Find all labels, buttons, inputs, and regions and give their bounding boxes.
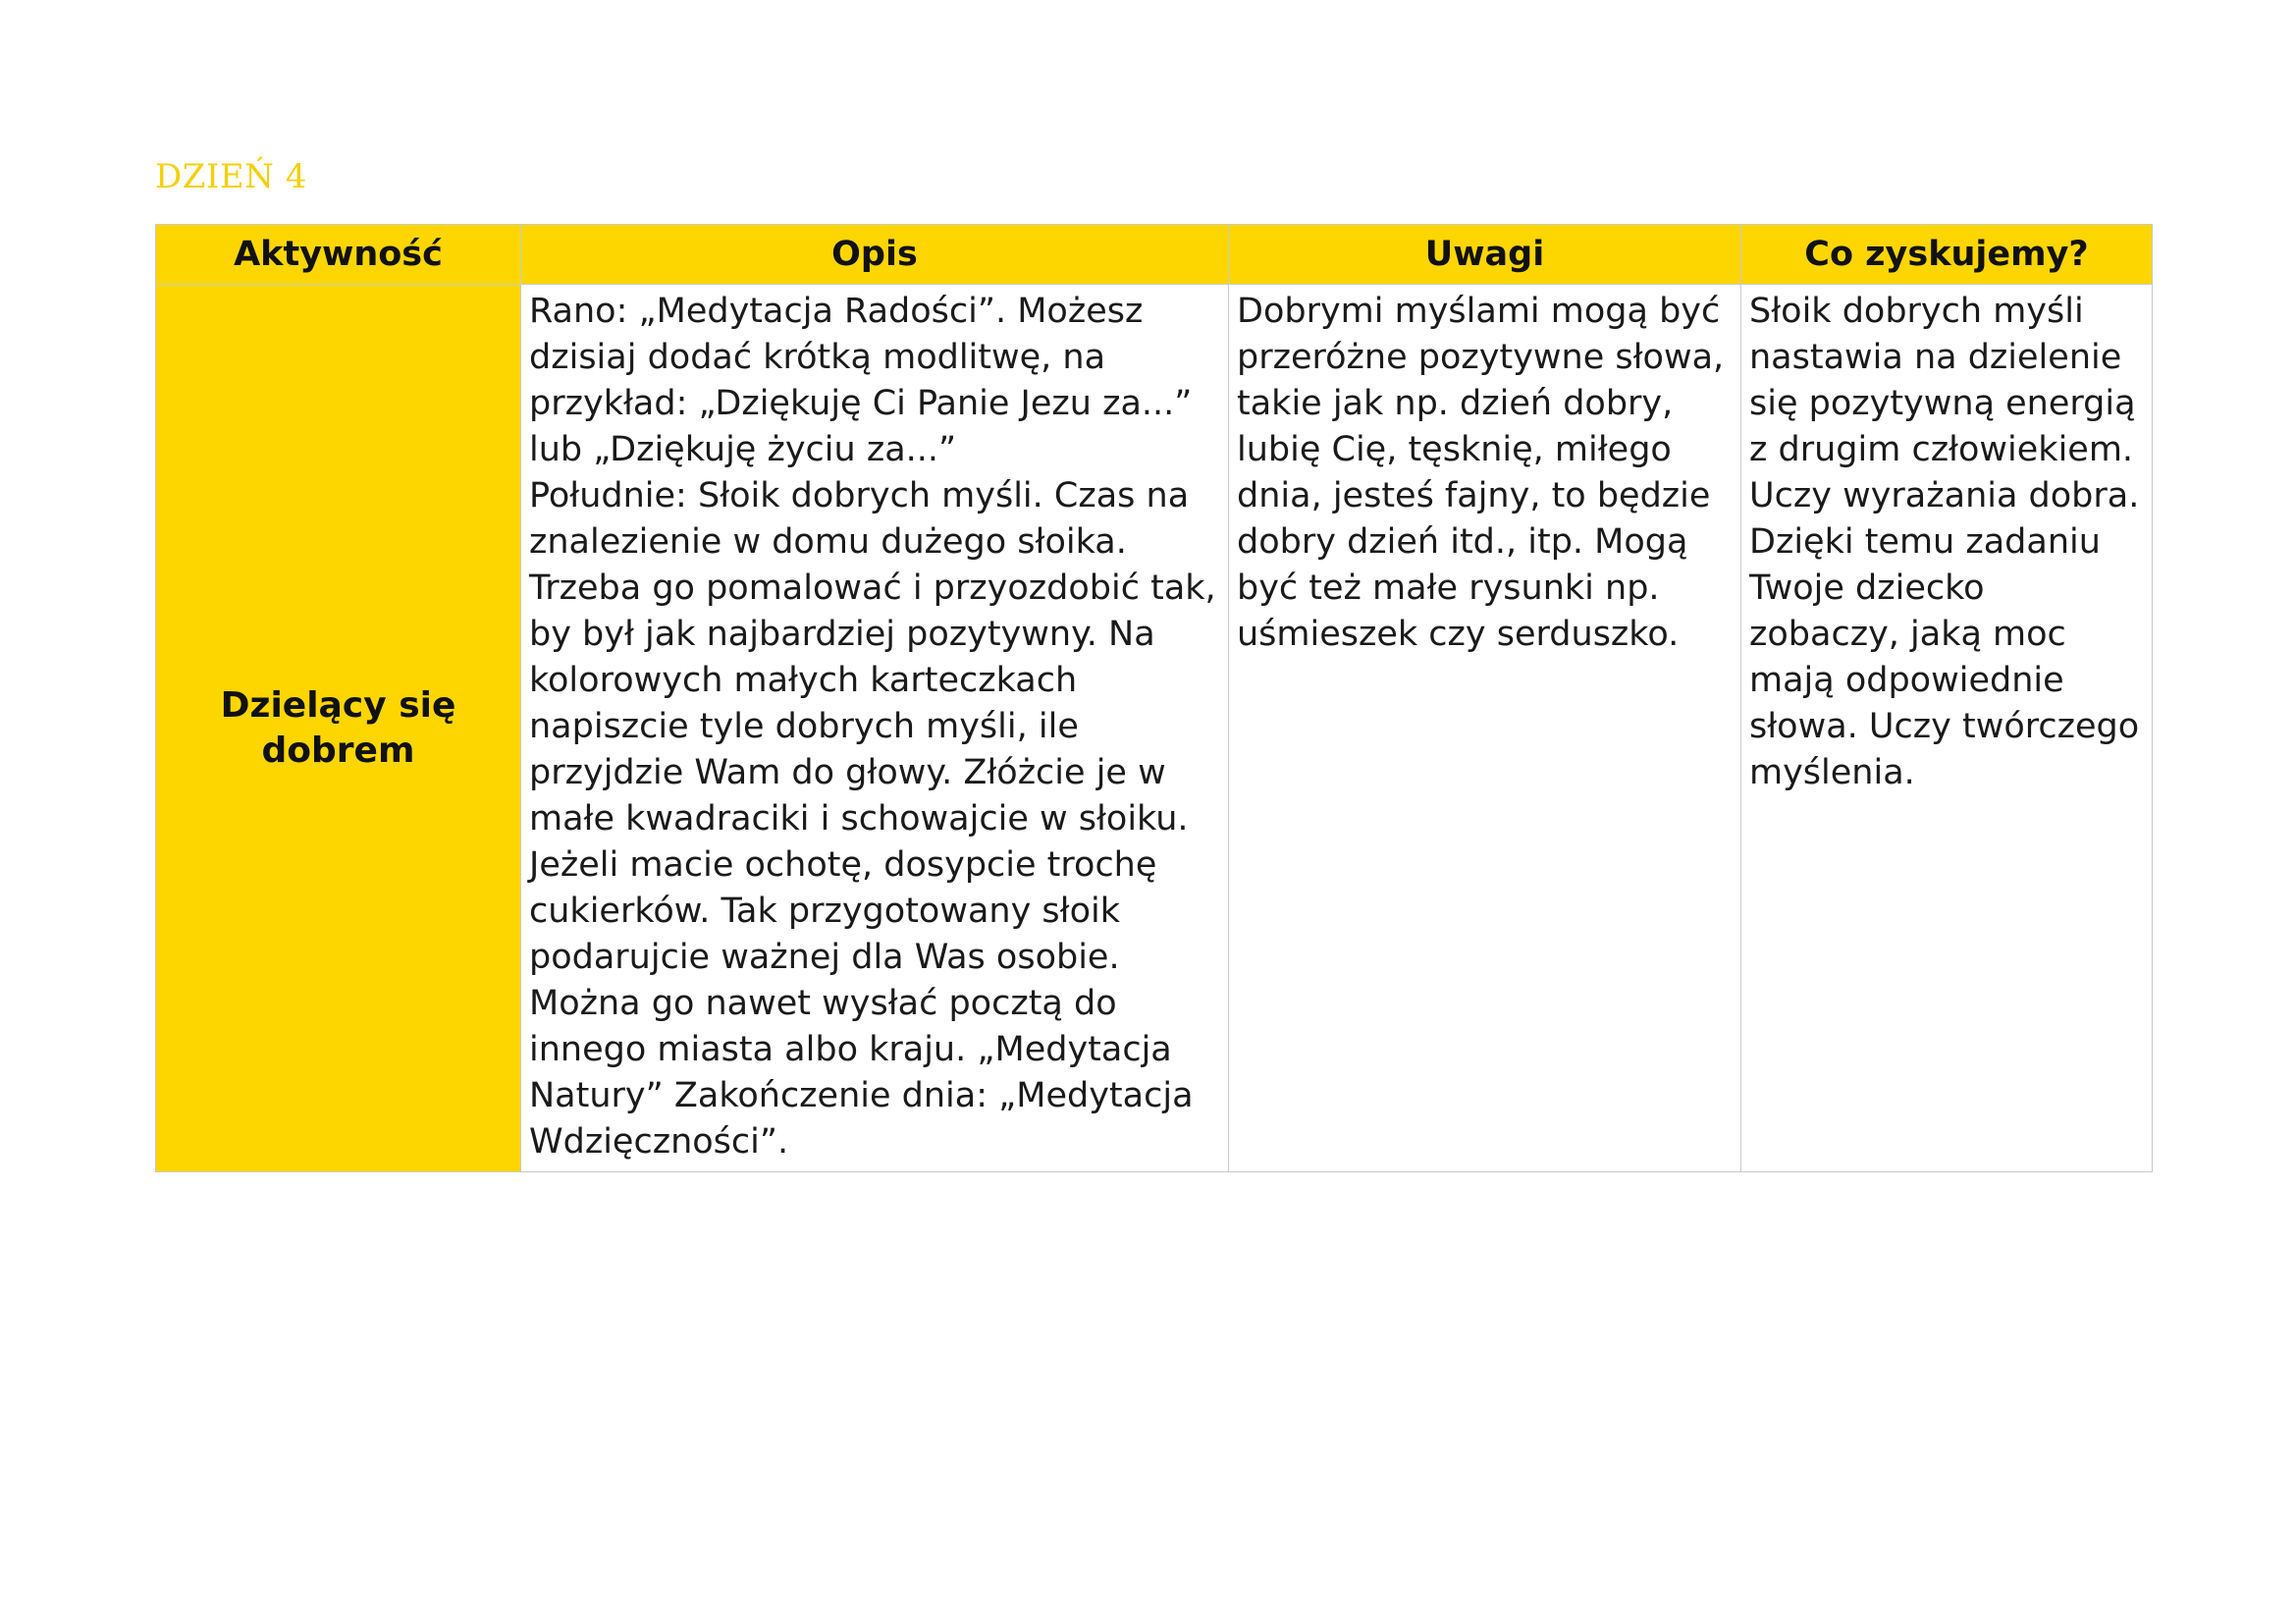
table-body — [156, 285, 2153, 1172]
description-cell: Rano: „Medytacja Radości”. Możesz dzisiaj dodać krótką modlitwę, na przykład: „Dziękuję Ci Panie Jezu za...” lub „Dziękuję życiu za...” Południe: Słoik dobrych myśli. Czas na znalezienie w domu dużego słoika. Trzeba go pomalować i przyozdobić tak, by był jak najbardziej pozytywny. Na kolorowych małych karteczkach napiszcie tyle dobrych myśli, ile przyjdzie Wam do głowy. Złóżcie je w małe kwadraciki i schowajcie w słoiku. Jeżeli macie ochotę, dosypcie trochę cukierków. Tak przygotowany słoik podarujcie ważnej dla Was osobie. Można go nawet wysłać pocztą do innego miasta albo kraju. „Medytacja Natury” Zakończenie dnia: „Medytacja Wdzięczności”. — [521, 285, 1229, 1172]
activity-plan-table — [155, 224, 2153, 1172]
header-gain: Co zyskujemy? — [1741, 225, 2153, 285]
notes-cell: Dobrymi myślami mogą być przeróżne pozytywne słowa, takie jak np. dzień dobry, lubię Cię, tęsknię, miłego dnia, jesteś fajny, to będzie dobry dzień itd., itp. Mogą być też małe rysunki np. uśmieszek czy serduszko. — [1229, 285, 1741, 1172]
header-activity: Aktywność — [156, 225, 521, 285]
table-header — [156, 225, 2153, 285]
header-row — [156, 225, 2153, 285]
header-description: Opis — [521, 225, 1229, 285]
day-title: DZIEŃ 4 — [155, 157, 307, 196]
header-notes: Uwagi — [1229, 225, 1741, 285]
table-row — [156, 285, 2153, 1172]
gain-cell: Słoik dobrych myśli nastawia na dzielenie się pozytywną energią z drugim człowiekiem. Uczy wyrażania dobra. Dzięki temu zadaniu Twoje dziecko zobaczy, jaką moc mają odpowiednie słowa. Uczy twórczego myślenia. — [1741, 285, 2153, 1172]
activity-cell: Dzielący się dobrem — [156, 285, 521, 1172]
